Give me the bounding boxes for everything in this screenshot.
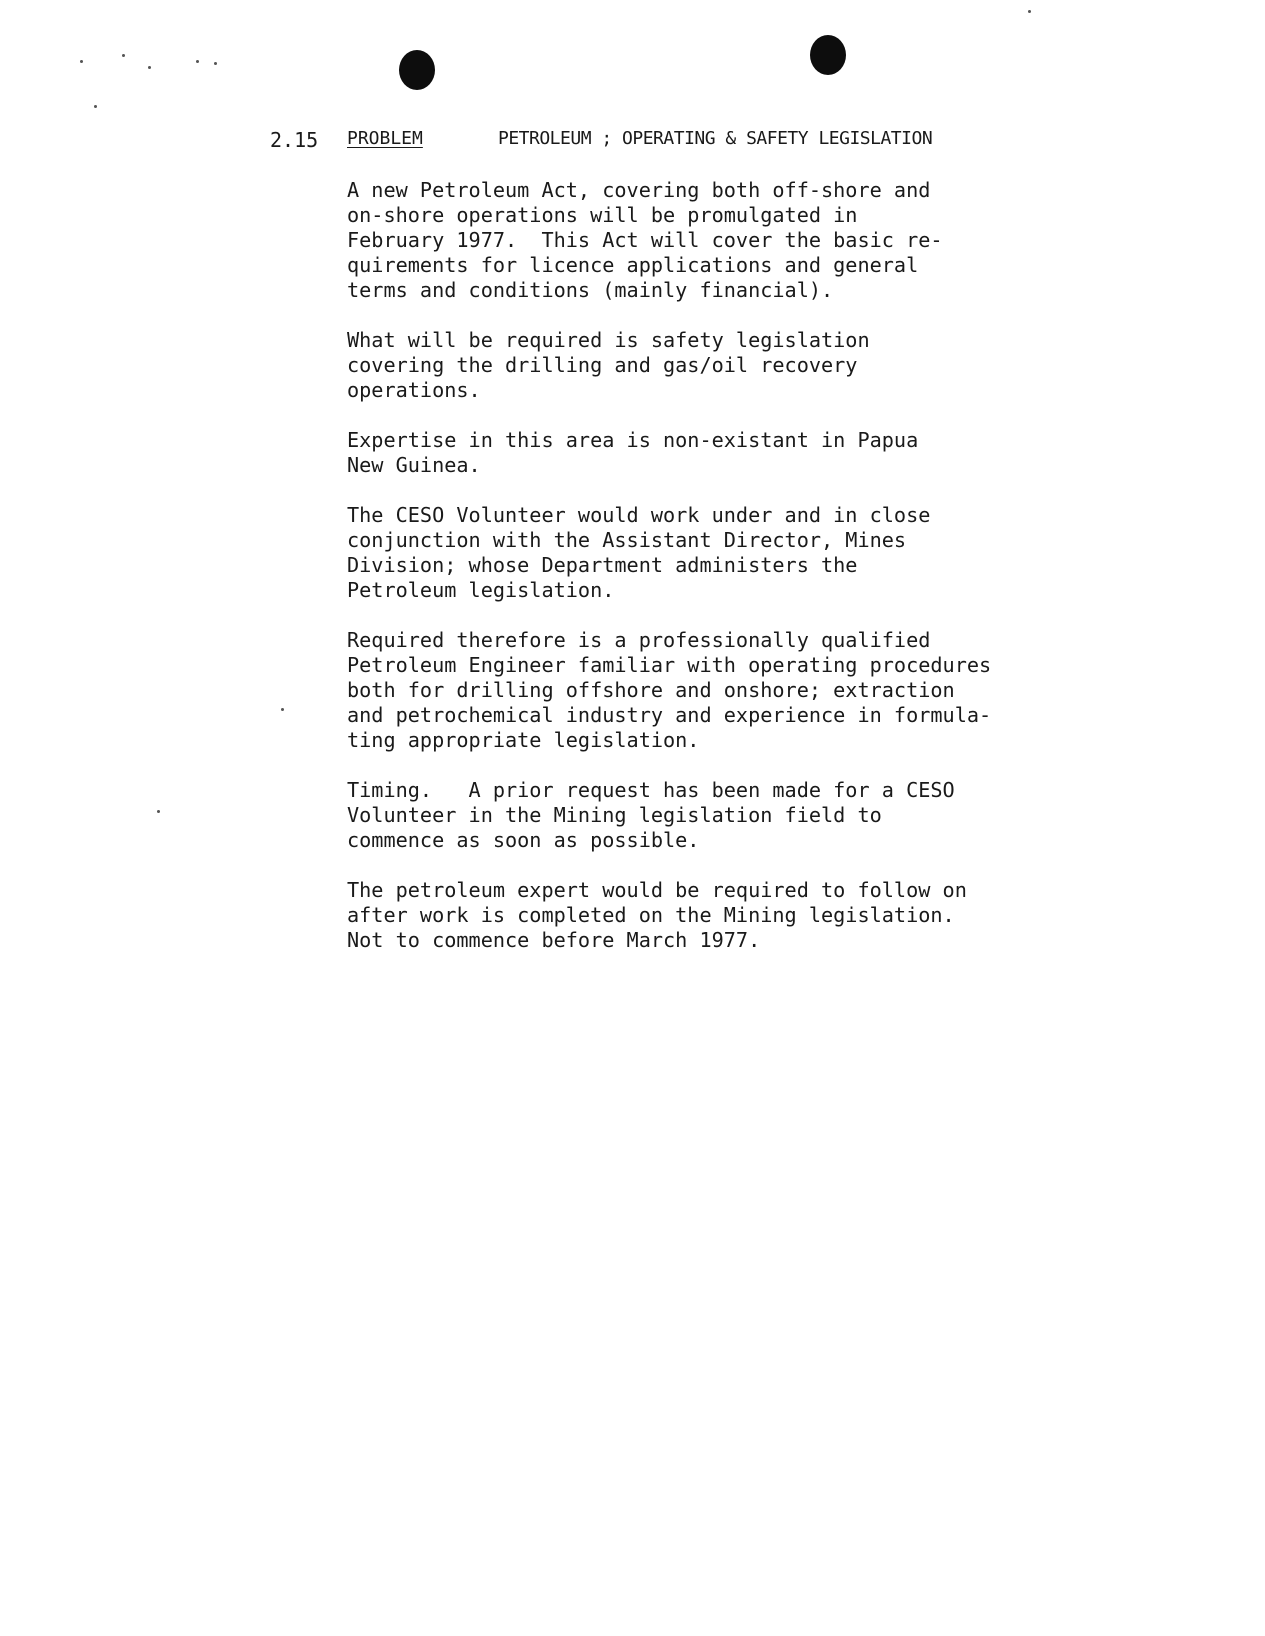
text-line: Petroleum legislation.	[347, 578, 615, 602]
paragraph-timing	[347, 778, 1037, 853]
text-line: on-shore operations will be promulgated in	[347, 203, 858, 227]
scan-speck	[80, 60, 83, 63]
text-line: both for drilling offshore and onshore; extraction	[347, 678, 955, 702]
text-line: February 1977. This Act will cover the basic re-	[347, 228, 943, 252]
text-line: terms and conditions (mainly financial).	[347, 278, 834, 302]
text-line: Volunteer in the Mining legislation field to	[347, 803, 882, 827]
text-line: New Guinea.	[347, 453, 481, 477]
punch-hole-left	[399, 50, 435, 90]
section-heading	[270, 128, 1260, 158]
scan-speck	[94, 105, 97, 108]
text-line: What will be required is safety legislation	[347, 328, 870, 352]
paragraph-ceso-volunteer	[347, 503, 1037, 603]
paragraph-expertise	[347, 428, 1037, 478]
punch-hole-right	[810, 35, 846, 75]
text-line: operations.	[347, 378, 481, 402]
text-line: quirements for licence applications and general	[347, 253, 919, 277]
paragraph-requirements	[347, 628, 1037, 753]
text-line: conjunction with the Assistant Director, Mines	[347, 528, 907, 552]
document-body	[347, 178, 1037, 978]
text-line: Required therefore is a professionally qualified	[347, 628, 931, 652]
scan-speck	[281, 708, 284, 711]
text-line: Petroleum Engineer familiar with operating procedures	[347, 653, 992, 677]
text-line: Not to commence before March 1977.	[347, 928, 761, 952]
scan-speck	[214, 62, 217, 65]
text-line: Expertise in this area is non-existant in Papua	[347, 428, 919, 452]
text-line: Division; whose Department administers the	[347, 553, 858, 577]
text-line: Timing. A prior request has been made for a CESO	[347, 778, 955, 802]
scan-speck	[1028, 10, 1031, 13]
paragraph-safety-legislation	[347, 328, 1037, 403]
scan-speck	[148, 66, 151, 69]
scan-speck	[157, 810, 160, 813]
section-subject: PETROLEUM ; OPERATING & SAFETY LEGISLATION	[498, 128, 933, 149]
section-number: 2.15	[270, 128, 319, 152]
text-line: after work is completed on the Mining legislation.	[347, 903, 955, 927]
text-line: A new Petroleum Act, covering both off-shore and	[347, 178, 931, 202]
paragraph-petroleum-act	[347, 178, 1037, 303]
text-line: commence as soon as possible.	[347, 828, 700, 852]
text-line: The petroleum expert would be required to follow on	[347, 878, 967, 902]
text-line: and petrochemical industry and experience in formula-	[347, 703, 992, 727]
paragraph-follow-on	[347, 878, 1037, 953]
text-line: covering the drilling and gas/oil recovery	[347, 353, 858, 377]
section-label: PROBLEM	[347, 128, 423, 149]
scan-speck	[122, 54, 125, 57]
text-line: The CESO Volunteer would work under and in close	[347, 503, 931, 527]
scan-speck	[196, 60, 199, 63]
text-line: ting appropriate legislation.	[347, 728, 700, 752]
